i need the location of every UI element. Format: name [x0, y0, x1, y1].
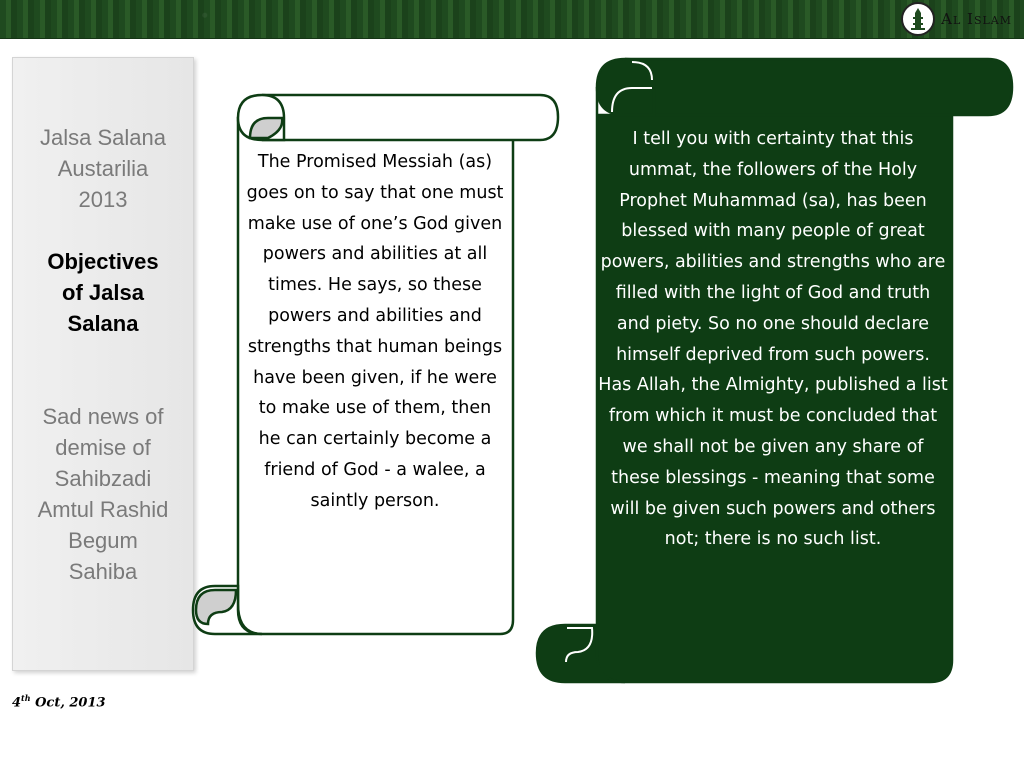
news-item: Sad news of demise of Sahibzadi Amtul Rashid Begum Sahiba: [37, 404, 169, 584]
event-title: Jalsa Salana Austarilia 2013: [40, 125, 166, 212]
slide-date: 4th Oct, 2013: [12, 693, 106, 711]
left-scroll-text: The Promised Messiah (as) goes on to say that one must make use of one’s God given powers and abilities at all times. He says, so these powers and abilities and strengths that human beings have been given, if he were to make use of them, then he can certainly become a friend of God - a walee, a saintly person.: [246, 152, 504, 511]
objectives-heading: Objectives of Jalsa Salana: [47, 249, 159, 336]
right-scroll-text: I tell you with certainty that this ummat, the followers of the Holy Prophet Muhammad (sa), has been blessed with many people of great powers, abilities and strengths who are filled with the light of God and truth and piety. So no one should declare himself deprived from such powers. Has Allah, the Almighty, published a list from which it must be concluded that we shall not be given any share of these blessings - meaning that some will be given such powers and others not; there is no such list.: [598, 129, 948, 550]
logo-text: Al Islam: [941, 10, 1012, 28]
